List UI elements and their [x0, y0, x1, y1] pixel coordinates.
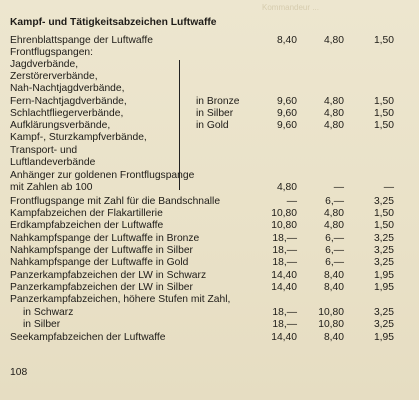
frontflug-item: Schlachtfliegerverbände, — [10, 108, 124, 119]
page-number: 108 — [10, 367, 28, 378]
row-label: Panzerkampfabzeichen der LW in Silber — [10, 282, 193, 293]
frontflug-item: Transport- und — [10, 145, 78, 156]
value-col3: 1,50 — [373, 96, 394, 107]
row-label: Panzerkampfabzeichen, höhere Stufen mit Zahl, — [10, 294, 231, 305]
row-label: Seekampfabzeichen der Luftwaffe — [10, 332, 166, 343]
value-col3: — — [383, 182, 394, 193]
value-col2: 10,80 — [318, 319, 344, 330]
row-label: Kampfabzeichen der Flakartillerie — [10, 208, 163, 219]
row-label: Ehrenblattspange der Luftwaffe — [10, 35, 153, 46]
value-col2: 4,80 — [323, 96, 344, 107]
value-col2: 8,40 — [323, 332, 344, 343]
value-col3: 1,95 — [373, 332, 394, 343]
value-col3: 1,50 — [373, 108, 394, 119]
value-col1: 18,— — [272, 257, 297, 268]
grade-label: in Bronze — [196, 96, 240, 107]
value-col3: 1,95 — [373, 270, 394, 281]
value-col2: — — [333, 182, 344, 193]
row-label: Nahkampfspange der Luftwaffe in Gold — [10, 257, 189, 268]
row-label: Nahkampfspange der Luftwaffe in Bronze — [10, 233, 200, 244]
value-col1: 18,— — [272, 233, 297, 244]
value-col1: 9,60 — [276, 108, 297, 119]
section-heading: Kampf- und Tätigkeitsabzeichen Luftwaffe — [10, 17, 217, 28]
value-col1: 9,60 — [276, 96, 297, 107]
row-label: Panzerkampfabzeichen der LW in Schwarz — [10, 270, 207, 281]
value-col2: 6,— — [325, 257, 344, 268]
value-col3: 3,25 — [373, 196, 394, 207]
value-col2: 6,— — [325, 233, 344, 244]
frontflug-item: Aufklärungsverbände, — [10, 120, 111, 131]
value-col2: 4,80 — [323, 108, 344, 119]
bleed-through-text: Kommandeur ... — [262, 3, 319, 12]
value-col2: 4,80 — [323, 120, 344, 131]
value-col2: 10,80 — [318, 307, 344, 318]
value-col1: 10,80 — [271, 208, 297, 219]
row-label: in Schwarz — [23, 307, 74, 318]
value-col1: 14,40 — [271, 270, 297, 281]
value-col1: 10,80 — [271, 220, 297, 231]
frontflug-item: Zerstörerverbände, — [10, 71, 98, 82]
frontflug-title: Frontflugspangen: — [10, 47, 94, 58]
value-col1: 4,80 — [276, 182, 297, 193]
value-col3: 1,50 — [373, 120, 394, 131]
frontflug-item: Kampf-, Sturzkampfverbände, — [10, 132, 147, 143]
value-col3: 3,25 — [373, 233, 394, 244]
row-label: Frontflugspange mit Zahl für die Bandschnalle — [10, 196, 221, 207]
value-col2: 4,80 — [323, 208, 344, 219]
frontflug-item: Fern-Nachtjagdverbände, — [10, 96, 127, 107]
row-label: mit Zahlen ab 100 — [10, 182, 93, 193]
grade-label: in Silber — [196, 108, 234, 119]
frontflug-item: Nah-Nachtjagdverbände, — [10, 83, 125, 94]
value-col3: 1,50 — [373, 220, 394, 231]
value-col3: 3,25 — [373, 319, 394, 330]
value-col3: 1,50 — [373, 35, 394, 46]
value-col3: 3,25 — [373, 245, 394, 256]
value-col2: 6,— — [325, 245, 344, 256]
row-label: Anhänger zur goldenen Frontflugspange — [10, 170, 195, 181]
value-col2: 8,40 — [323, 270, 344, 281]
value-col1: 18,— — [272, 307, 297, 318]
value-col1: 14,40 — [271, 332, 297, 343]
value-col3: 3,25 — [373, 307, 394, 318]
frontflug-item: Jagdverbände, — [10, 59, 79, 70]
value-col2: 6,— — [325, 196, 344, 207]
value-col1: 8,40 — [276, 35, 297, 46]
grade-label: in Gold — [196, 120, 229, 131]
row-label: Nahkampfspange der Luftwaffe in Silber — [10, 245, 193, 256]
value-col1: — — [286, 196, 297, 207]
value-col2: 4,80 — [323, 220, 344, 231]
value-col3: 1,50 — [373, 208, 394, 219]
value-col1: 14,40 — [271, 282, 297, 293]
value-col3: 1,95 — [373, 282, 394, 293]
frontflug-item: Luftlandeverbände — [10, 157, 96, 168]
row-label: Erdkampfabzeichen der Luftwaffe — [10, 220, 164, 231]
row-label: in Silber — [23, 319, 61, 330]
value-col1: 9,60 — [276, 120, 297, 131]
value-col2: 8,40 — [323, 282, 344, 293]
value-col3: 3,25 — [373, 257, 394, 268]
value-col2: 4,80 — [323, 35, 344, 46]
value-col1: 18,— — [272, 319, 297, 330]
value-col1: 18,— — [272, 245, 297, 256]
